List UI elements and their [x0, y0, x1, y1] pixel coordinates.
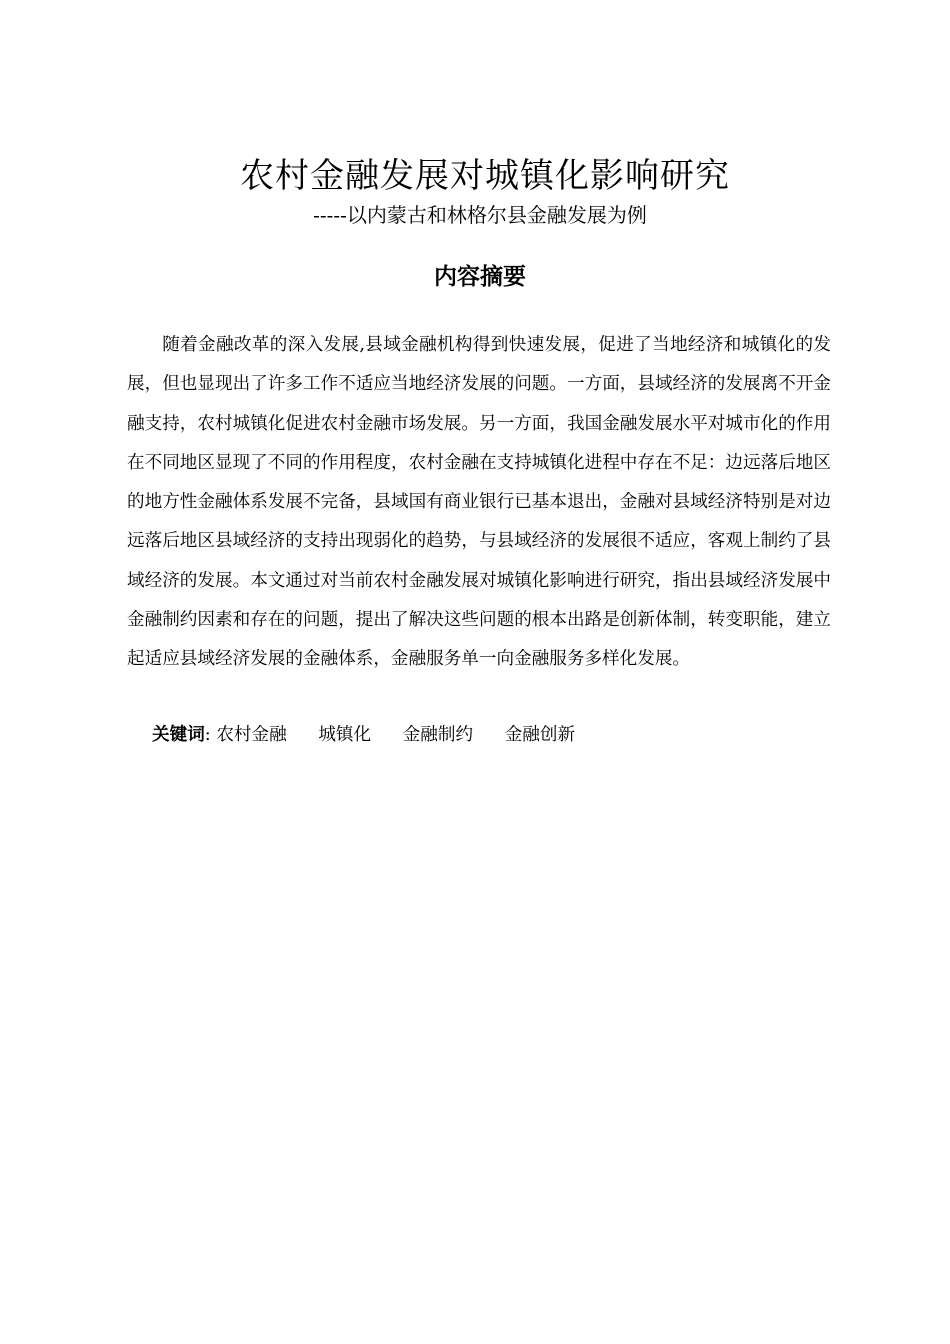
keywords-separator: : — [204, 725, 211, 745]
paper-title: 农村金融发展对城镇化影响研究 — [240, 156, 730, 196]
keyword-item: 金融创新 — [504, 725, 576, 745]
keyword-item: 农村金融 — [216, 725, 287, 745]
abstract-body: 随着金融改革的深入发展,县域金融机构得到快速发展，促进了当地经济和城镇化的发展，但也显现出了许多工作不适应当地经济发展的问题。一方面，县域经济的发展离不开金融支持，农村城镇化促进农村金融市场发展。另一方面，我国金融发展水平对城市化的作用在不同地区显现了不同的作用程度，农村金融在支持城镇化进程中存在不足：边远落后地区的地方性金融体系发展不完备，县域国有商业银行已基本退出，金融对县域经济特别是对边远落后地区县域经济的支持出现弱化的趋势，与县域经济的发展很不适应，客观上制约了县域经济的发展。本文通过对当前农村金融发展对城镇化影响进行研究，指出县域经济发展中金融制约因素和存在的问题，提出了解决这些问题的根本出路是创新体制，转变职能，建立起适应县域经济发展的金融体系，金融服务单一向金融服务多样化发展。 — [127, 335, 831, 670]
paper-subtitle: -----以内蒙古和林格尔县金融发展为例 — [313, 203, 647, 227]
abstract-heading: 内容摘要 — [434, 264, 526, 290]
keywords-label: 关键词 — [152, 725, 205, 745]
keyword-item: 金融制约 — [402, 725, 474, 745]
keyword-item: 城镇化 — [318, 725, 372, 745]
keywords-line — [152, 716, 601, 754]
